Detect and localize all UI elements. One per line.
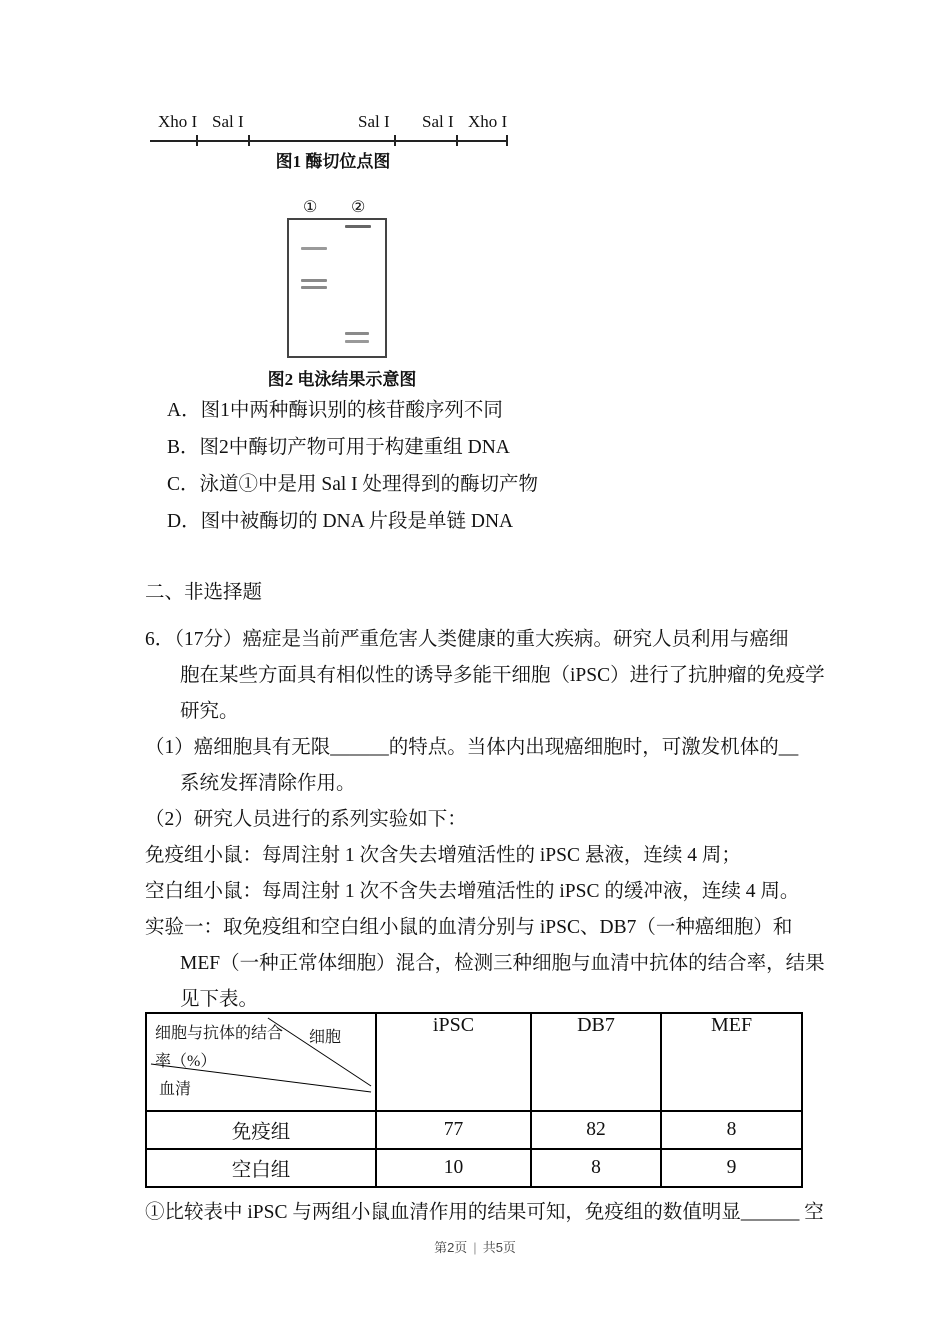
- footer-page-number: 第2页: [434, 1240, 468, 1255]
- cell-value: 8: [661, 1111, 802, 1149]
- cut-site-label: Xho I: [158, 112, 198, 131]
- cut-site-tick: [196, 135, 198, 146]
- question-line: 见下表。: [180, 989, 259, 1010]
- sub-question-1-line: ①比较表中 iPSC 与两组小鼠血清作用的结果可知，免疫组的数值明显______ 空: [145, 1202, 824, 1223]
- question-line: MEF（一种正常体细胞）混合，检测三种细胞与血清中抗体的结合率，结果: [180, 953, 825, 974]
- question-line: （1）癌细胞具有无限______的特点。当体内出现癌细胞时，可激发机体的__: [145, 737, 799, 758]
- cell-value: 9: [661, 1149, 802, 1187]
- cut-site-label: Xho I: [468, 112, 508, 131]
- cut-site-tick: [456, 135, 458, 146]
- question-line: 系统发挥清除作用。: [180, 773, 356, 794]
- gel-band: [345, 332, 369, 335]
- option-c: C．泳道①中是用 Sal I 处理得到的酶切产物: [167, 474, 539, 495]
- gel-box: [287, 218, 387, 358]
- gel-band: [345, 340, 369, 343]
- figure2-caption: 图2 电泳结果示意图: [267, 370, 417, 389]
- cell-value: 10: [376, 1149, 531, 1187]
- row-label: 免疫组: [146, 1111, 376, 1149]
- figure1-caption: 图1 酶切位点图: [275, 152, 391, 171]
- question-line: （2）研究人员进行的系列实验如下：: [145, 809, 467, 830]
- option-d: D．图中被酶切的 DNA 片段是单链 DNA: [167, 511, 514, 532]
- option-b: B．图2中酶切产物可用于构建重组 DNA: [167, 437, 510, 458]
- question-line: 空白组小鼠：每周注射 1 次不含失去增殖活性的 iPSC 的缓冲液，连续 4 周。: [145, 881, 800, 902]
- cut-site-label: Sal I: [212, 112, 244, 131]
- table-row: [146, 1111, 802, 1149]
- cell-value: 8: [531, 1149, 661, 1187]
- lane2-label: ②: [351, 199, 366, 216]
- question-line: 胞在某些方面具有相似性的诱导多能干细胞（iPSC）进行了抗肿瘤的免疫学: [180, 665, 825, 686]
- section-title: 二、非选择题: [145, 582, 263, 603]
- lane1-label: ①: [303, 199, 318, 216]
- corner-title-line2: 率（%）: [155, 1053, 217, 1070]
- cut-site-label: Sal I: [358, 112, 390, 131]
- column-header-db7: DB7: [531, 1013, 661, 1111]
- corner-serum-label: 血清: [159, 1081, 192, 1098]
- footer-page-total: 共5页: [482, 1240, 516, 1255]
- column-header-mef: MEF: [661, 1013, 802, 1111]
- corner-cell-label: 细胞: [309, 1029, 342, 1046]
- cut-site-label: Sal I: [422, 112, 454, 131]
- answer-options: [167, 392, 538, 540]
- gel-band: [301, 286, 327, 289]
- figure2-gel: [287, 197, 389, 379]
- question-6-text: [145, 622, 825, 1018]
- option-a: A．图1中两种酶识别的核苷酸序列不同: [167, 400, 503, 421]
- gel-band: [301, 247, 327, 250]
- corner-title-line1: 细胞与抗体的结合: [155, 1025, 284, 1042]
- gel-band: [301, 279, 327, 282]
- gel-band: [345, 225, 371, 228]
- cut-site-tick: [506, 135, 508, 146]
- column-header-ipsc: iPSC: [376, 1013, 531, 1111]
- results-table: [145, 1012, 803, 1188]
- question-line: 免疫组小鼠：每周注射 1 次含失去增殖活性的 iPSC 悬液，连续 4 周；: [145, 845, 741, 866]
- cell-value: 77: [376, 1111, 531, 1149]
- footer-page-indicator: [0, 1237, 950, 1256]
- cut-site-tick: [248, 135, 250, 146]
- table-row: [146, 1149, 802, 1187]
- question-line: 研究。: [180, 701, 239, 722]
- cut-site-tick: [394, 135, 396, 146]
- table-corner-cell: [146, 1013, 376, 1111]
- question-line: 实验一：取免疫组和空白组小鼠的血清分别与 iPSC、DB7（一种癌细胞）和: [145, 917, 793, 938]
- dna-line: [150, 140, 508, 142]
- footer-separator: |: [473, 1240, 477, 1255]
- question-line: 6．（17分）癌症是当前严重危害人类健康的重大疾病。研究人员利用与癌细: [145, 629, 789, 650]
- table-header-row: [146, 1013, 802, 1111]
- row-label: 空白组: [146, 1149, 376, 1187]
- cell-value: 82: [531, 1111, 661, 1149]
